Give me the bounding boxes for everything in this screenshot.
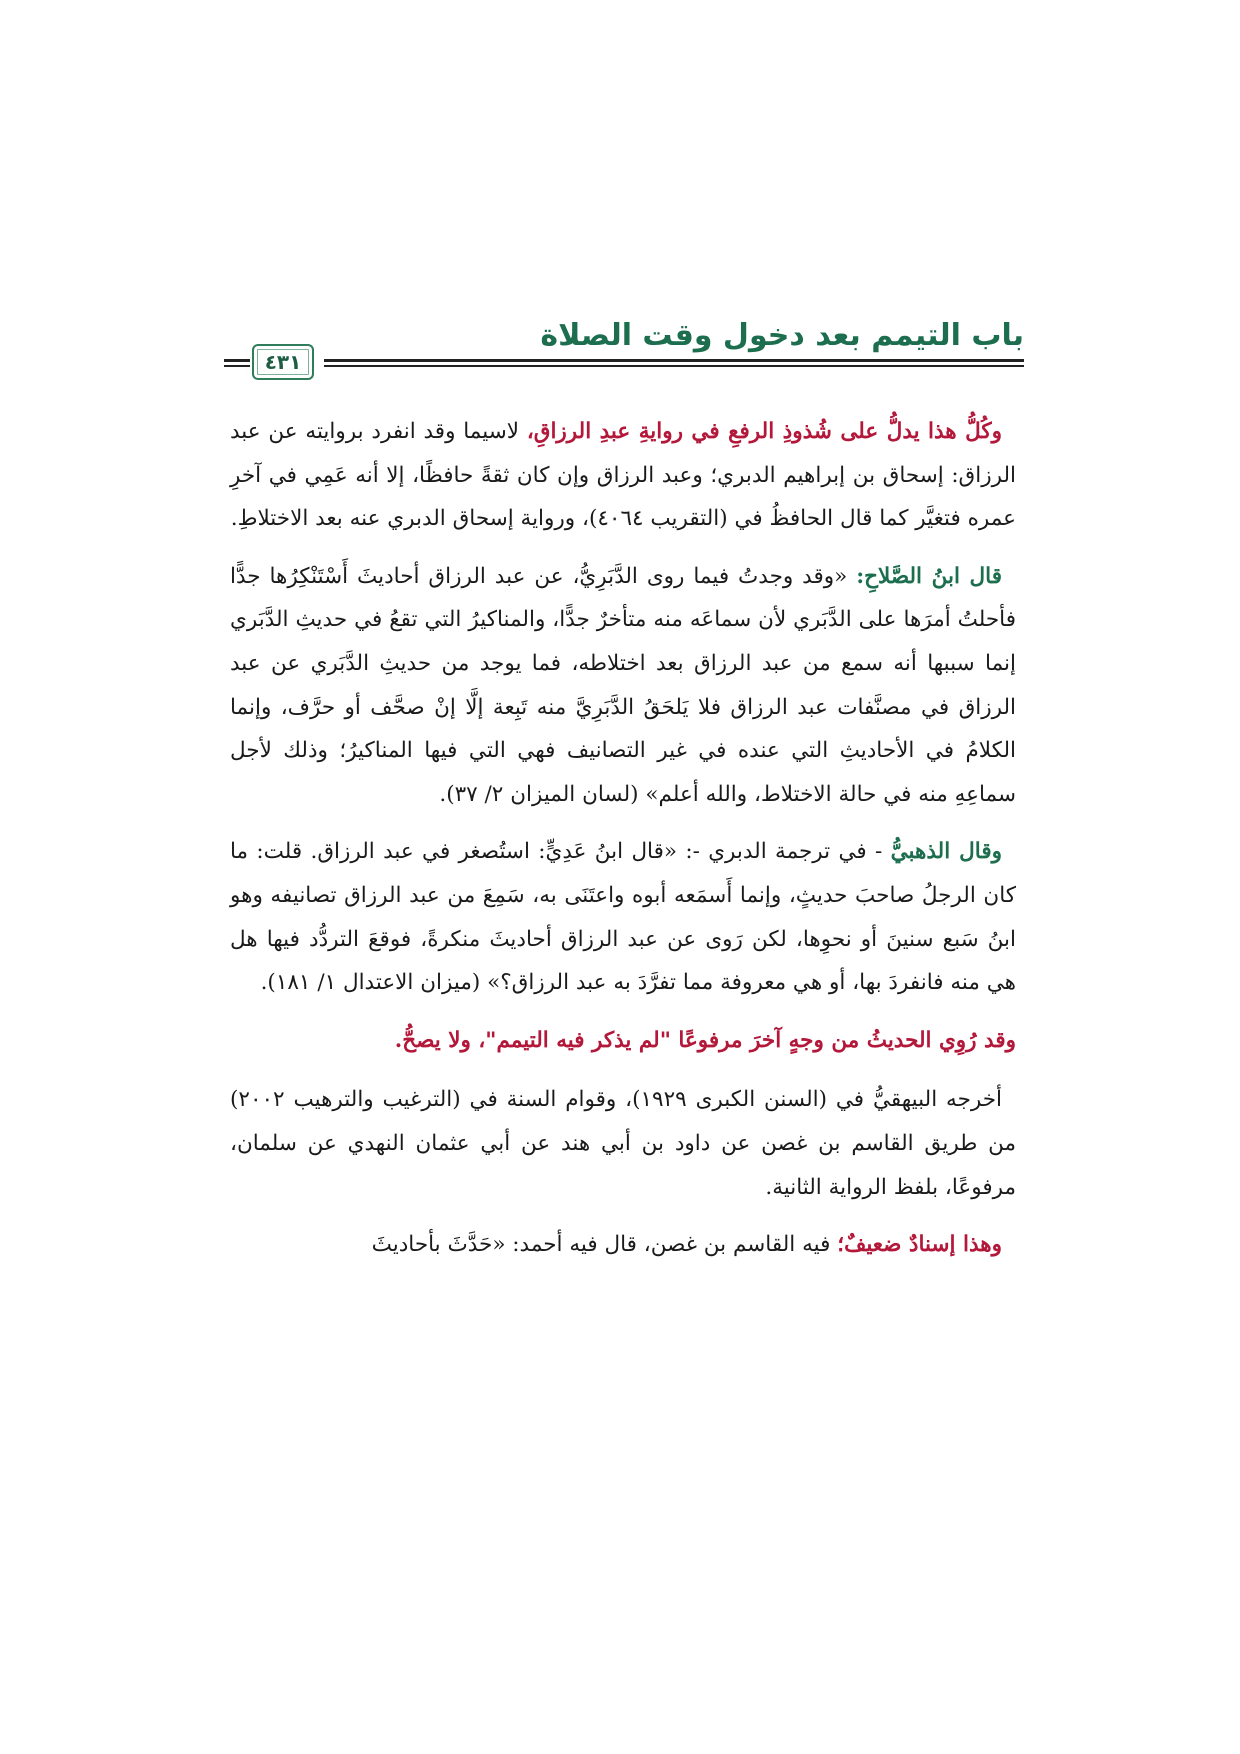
page-header <box>224 318 1024 378</box>
paragraph-2-text: «وقد وجدتُ فيما روى الدَّبَرِيُّ، عن عبد الرزاق أحاديثَ أَسْتَنْكِرُها جدًّا فأحلتُ أمرَها على الدَّبَري لأن سماعَه منه متأخرٌ جدًّا، والمناكيرُ التي تقعُ في حديثِ الدَّبَري إنما سببها أنه سمع من عبد الرزاق بعد اختلاطه، فما يوجد من حديثِ الدَّبَري عن عبد الرزاق في مصنَّفات عبد الرزاق فلا يَلحَقُ الدَّبَرِيَّ منه تَبِعة إلَّا إنْ صحَّف أو حرَّف، وإنما الكلامُ في الأحاديثِ التي عنده في غير التصانيف فهي التي فيها المناكيرُ؛ وذلك لأجل سماعِهِ منه في حالة الاختلاط، والله أعلم» (لسان الميزان ٢/ ٣٧). <box>230 563 1016 807</box>
paragraph-3-lead: وقال الذهبيُّ <box>890 839 1003 865</box>
page-number-badge <box>252 344 314 380</box>
header-rule-bottom <box>324 365 1024 367</box>
paragraph-5-text: فيه القاسم بن غصن، قال فيه أحمد: «حَدَّثَ بأحاديثَ <box>371 1232 838 1258</box>
header-rule-left-top <box>224 359 250 362</box>
paragraph-1-lead: وكُلُّ هذا يدلُّ على شُذوذِ الرفعِ في روايةِ عبدِ الرزاقِ، <box>526 419 1002 444</box>
paragraph-2 <box>230 555 1016 817</box>
body-text <box>230 410 1016 1281</box>
paragraph-4: أخرجه البيهقيُّ في (السنن الكبرى ١٩٢٩)، وقوام السنة في (الترغيب والترهيب ٢٠٠٢) من طريق القاسم بن غصن عن داود بن أبي هند عن أبي عثمان النهدي عن سلمان، مرفوعًا، بلفظ الرواية الثانية. <box>230 1087 1016 1200</box>
paragraph-3 <box>230 830 1016 1004</box>
header-rule-left-bottom <box>224 365 250 367</box>
paragraph-1 <box>230 410 1016 541</box>
paragraph-2-lead: قال ابنُ الصَّلاحِ: <box>856 563 1002 589</box>
paragraph-3-text: - في ترجمة الدبري -: «قال ابنُ عَدِيٍّ: استُصغر في عبد الرزاق. قلت: ما كان الرجلُ صاحبَ حديثٍ، وإنما أَسمَعه أبوه واعتَنَى به، سَمِعَ من عبد الرزاق تصانيفه وهو ابنُ سَبع سنينَ أو نحوِها، لكن رَوى عن عبد الرزاق أحاديثَ منكرةً، فوقعَ التردُّد فيها هل هي منه فانفردَ بها، أو هي معروفة مما تفرَّدَ به عبد الرزاق؟» (ميزان الاعتدال ١/ ١٨١). <box>230 839 1016 996</box>
paragraph-1-text: لاسيما وقد انفرد بروايته عن عبد الرزاق: إسحاق بن إبراهيم الدبري؛ وعبد الرزاق وإن كان ثقةً حافظًا، إلا أنه عَمِي في آخرِ عمره فتغيَّر كما قال الحافظُ في (التقريب ٤٠٦٤)، ورواية إسحاق الدبري عنه بعد الاختلاطِ. <box>230 419 1016 532</box>
page-number: ٤٣١ <box>264 350 302 374</box>
paragraph-5-lead: وهذا إسنادٌ ضعيفٌ؛ <box>837 1232 1002 1258</box>
paragraph-5 <box>230 1223 1016 1267</box>
section-heading: وقد رُوِي الحديثُ من وجهٍ آخرَ مرفوعًا "لم يذكر فيه التيمم"، ولا يصحُّ. <box>394 1027 1016 1053</box>
header-rule-top <box>324 359 1024 362</box>
chapter-title: باب التيمم بعد دخول وقت الصلاة <box>540 318 1024 353</box>
